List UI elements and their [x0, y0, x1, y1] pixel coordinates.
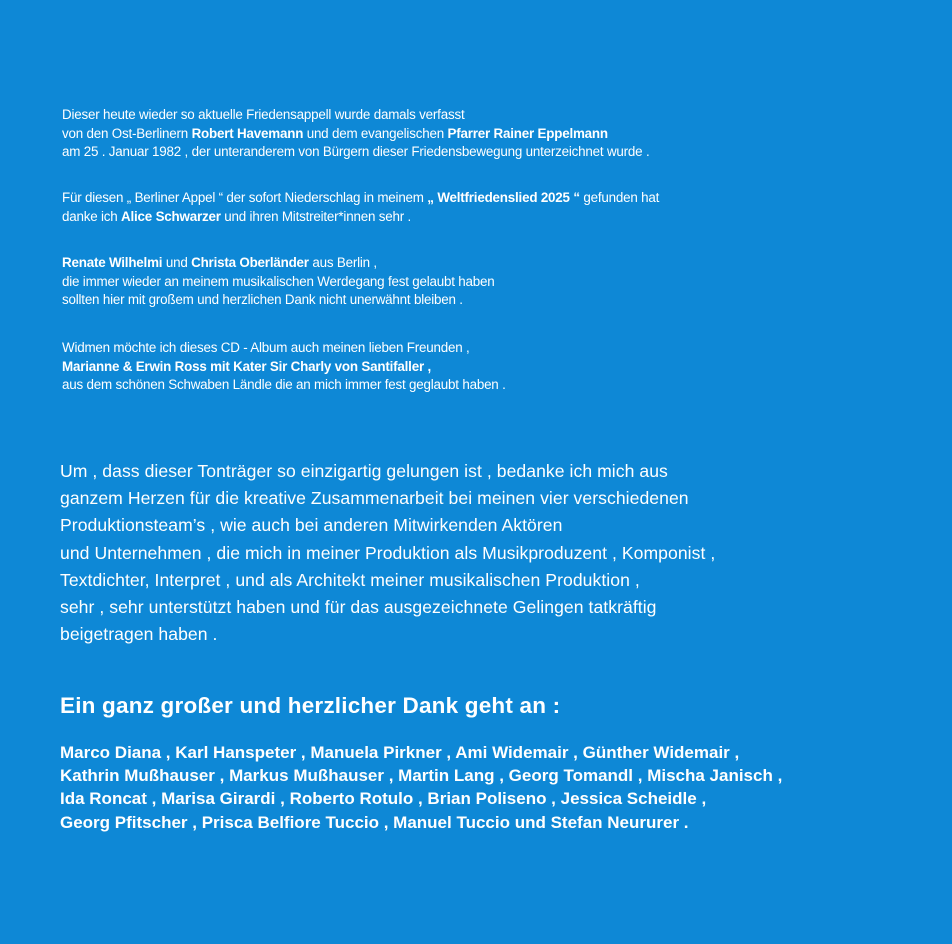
- text-line: beigetragen haben .: [60, 624, 218, 645]
- text-line: und Unternehmen , die mich in meiner Produktion als Musikproduzent , Komponist ,: [60, 542, 716, 563]
- name-rainer-eppelmann: Pfarrer Rainer Eppelmann: [447, 125, 608, 141]
- name-christa-oberlaender: Christa Oberländer: [191, 255, 309, 270]
- text-span: von den Ost-Berlinern: [62, 125, 192, 141]
- text-line: die immer wieder an meinem musikalischen Werdegang fest gelaubt haben: [62, 273, 495, 289]
- text-line: [62, 254, 495, 273]
- names-line: Marco Diana , Karl Hanspeter , Manuela Pirkner , Ami Widemair , Günther Widemair ,: [60, 743, 740, 762]
- name-alice-schwarzer: Alice Schwarzer: [121, 208, 221, 224]
- intro-paragraph-berlin: [62, 254, 495, 310]
- intro-paragraph-weltfriedenslied: [62, 189, 659, 226]
- text-line: am 25 . Januar 1982 , der unteranderem von Bürgern dieser Friedensbewegung unterzeichnet wurde .: [62, 144, 650, 159]
- text-line: [62, 189, 659, 208]
- name-marianne-erwin-ross: Marianne & Erwin Ross mit Kater Sir Charly von Santifaller ,: [62, 358, 431, 374]
- name-robert-havemann: Robert Havemann: [191, 125, 304, 141]
- intro-paragraph-dedication: [62, 339, 506, 395]
- text-line: aus dem schönen Schwaben Ländle die an mich immer fest geglaubt haben .: [62, 377, 506, 392]
- text-line: Dieser heute wieder so aktuelle Friedensappell wurde damals verfasst: [62, 107, 465, 122]
- text-line: [62, 208, 659, 227]
- text-line: sollten hier mit großem und herzlichen Dank nicht unerwähnt bleiben .: [62, 292, 463, 307]
- text-line: [62, 125, 649, 144]
- text-line: sehr , sehr unterstützt haben und für das ausgezeichnete Gelingen tatkräftig: [60, 597, 657, 618]
- text-span: danke ich: [62, 208, 122, 224]
- text-span: Für diesen „ Berliner Appel “ der sofort Niederschlag in meinem: [62, 190, 428, 205]
- intro-paragraph-appeal: [62, 106, 649, 162]
- names-line: Georg Pfitscher , Prisca Belfiore Tuccio , Manuel Tuccio und Stefan Neururer .: [60, 812, 689, 832]
- thanks-heading: Ein ganz großer und herzlicher Dank geht an :: [60, 693, 561, 718]
- song-title: „ Weltfriedenslied 2025 “: [427, 190, 580, 205]
- text-line: Produktionsteam’s , wie auch bei anderen Mitwirkenden Aktören: [60, 515, 563, 536]
- names-line: Ida Roncat , Marisa Girardi , Roberto Rotulo , Brian Poliseno , Jessica Scheidle ,: [60, 789, 707, 809]
- text-span: gefunden hat: [579, 190, 660, 205]
- text-span: aus Berlin ,: [308, 255, 377, 270]
- text-line: Widmen möchte ich dieses CD - Album auch meinen lieben Freunden ,: [62, 340, 470, 355]
- name-renate-wilhelmi: Renate Wilhelmi: [62, 255, 163, 270]
- thanks-names-list: [60, 741, 782, 834]
- text-line: Textdichter, Interpret , und als Architekt meiner musikalischen Produktion ,: [60, 569, 640, 590]
- text-span: und dem evangelischen: [303, 125, 448, 141]
- text-span: und ihren Mitstreiter*innen sehr .: [220, 208, 412, 224]
- names-line: Kathrin Mußhauser , Markus Mußhauser , Martin Lang , Georg Tomandl , Mischa Janisch ,: [60, 766, 783, 786]
- thanks-paragraph: [60, 458, 715, 648]
- text-span: und: [162, 255, 192, 270]
- text-line: Um , dass dieser Tonträger so einzigartig gelungen ist , bedanke ich mich aus: [60, 461, 668, 481]
- text-line: ganzem Herzen für die kreative Zusammenarbeit bei meinen vier verschiedenen: [60, 488, 689, 509]
